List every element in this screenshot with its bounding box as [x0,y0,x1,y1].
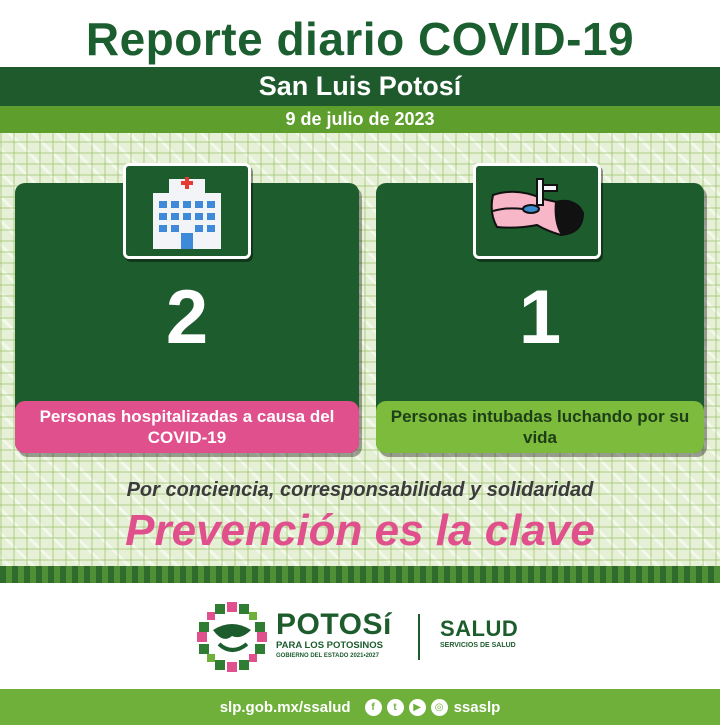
date-banner: 9 de julio de 2023 [0,106,720,133]
youtube-icon[interactable]: ▶ [409,699,426,716]
brand-government: GOBIERNO DEL ESTADO 2021•2027 [276,653,379,659]
social-icons [365,699,448,716]
intubated-card [376,183,704,453]
twitter-icon[interactable]: t [387,699,404,716]
facebook-icon[interactable]: f [365,699,382,716]
intubated-patient-icon [473,163,601,259]
brand-block [276,610,406,661]
decorative-stripe [0,566,720,583]
intubated-label: Personas intubadas luchando por su vida [376,401,704,453]
hospitalized-count: 2 [165,275,209,360]
hospitalized-label: Personas hospitalizadas a causa del COVID-19 [15,401,359,453]
hospital-icon [123,163,251,259]
department-name: SALUD [440,616,519,641]
social-handle[interactable]: ssaslp [453,698,501,716]
intubated-count: 1 [518,275,562,360]
report-title: Reporte diario COVID-19 [85,13,635,65]
instagram-icon[interactable]: ◎ [431,699,448,716]
hospitalized-card [15,183,359,453]
state-banner: San Luis Potosí [0,67,720,106]
website-link[interactable]: slp.gob.mx/ssalud [219,698,351,716]
department-block [440,617,518,651]
slogan-text: Prevención es la clave [125,506,595,555]
brand-name: POTOSí [276,608,392,641]
footer-bar [0,689,720,725]
department-subtitle: SERVICIOS DE SALUD [440,642,516,649]
brand-divider [418,614,420,660]
brand-tagline: PARA LOS POTOSINOS [276,640,383,651]
government-logo-icon [195,600,269,674]
motto-text: Por conciencia, corresponsabilidad y solidaridad [126,479,594,501]
